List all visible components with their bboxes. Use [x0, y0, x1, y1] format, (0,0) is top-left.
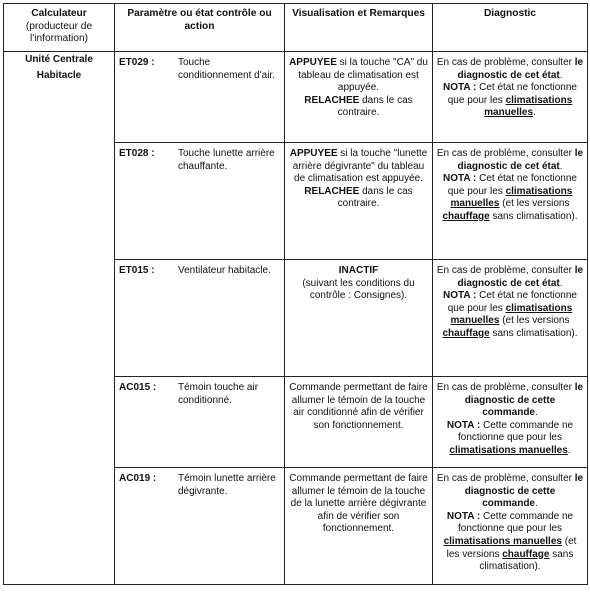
param-code: ET028 : [119, 148, 155, 159]
diag-underlined: climatisations manuelles [450, 185, 573, 210]
diag-text: sans climatisation). [489, 210, 578, 222]
nota-label: NOTA : [443, 82, 477, 94]
diag-text: En cas de problème, consulter [436, 148, 575, 159]
visualisation-cell [285, 377, 433, 468]
diag-link-text: le diagnostic de cet état [457, 265, 584, 289]
diag-underlined: chauffage [502, 548, 550, 560]
header-visualisation: Visualisation et Remarques [285, 4, 433, 52]
diag-text: . [559, 69, 563, 81]
vis-text: (suivant les conditions du contrôle : Consignes). [302, 277, 415, 302]
diag-text: . [535, 498, 538, 510]
diag-text: . [533, 107, 536, 119]
diagnostic-table [3, 3, 588, 585]
vis-text: dans le cas contraire. [337, 185, 413, 210]
diag-link-text: le diagnostic de cette commande [464, 473, 584, 510]
diag-text: sans climatisation). [489, 327, 578, 339]
diag-underlined: climatisations manuelles [484, 94, 573, 119]
diag-text: . [535, 407, 538, 419]
diag-underlined: chauffage [442, 210, 490, 222]
nota-label: NOTA : [446, 510, 481, 522]
header-calc-title: Calculateur [31, 8, 87, 19]
diag-link-text: le diagnostic de cette commande [464, 382, 584, 419]
nota-label: NOTA : [443, 173, 477, 185]
param-code: ET029 : [119, 57, 155, 68]
diag-underlined: climatisations manuelles [449, 444, 568, 456]
state-word: RELACHEE [304, 94, 360, 106]
param-desc: Témoin lunette arrière dégivrante. [178, 473, 276, 497]
param-desc: Touche lunette arrière chauffante. [178, 148, 275, 172]
param-desc: Ventilateur habitacle. [178, 265, 271, 276]
param-cell [115, 260, 285, 377]
calculator-cell [4, 52, 115, 585]
diag-text: . [567, 444, 571, 456]
state-word: INACTIF [338, 265, 379, 276]
diag-text: Cet état ne fonctionne que pour les [447, 290, 577, 314]
param-cell [115, 52, 285, 143]
diagnostic-cell [433, 143, 588, 260]
visualisation-cell [285, 52, 433, 143]
vis-text: Commande permettant de faire allumer le témoin de la touche de la lunette arrière dégivrante afin de vérifier son fonctionnement. [289, 473, 428, 535]
diag-text: (et les versions [499, 315, 570, 327]
vis-text: si la touche "CA" du tableau de climatisation est appuyée. [298, 57, 428, 94]
state-word: RELACHEE [304, 185, 360, 197]
vis-text: Commande permettant de faire allumer le témoin de la touche air conditionné afin de vérifier son fonctionnement. [289, 382, 428, 431]
param-cell [115, 143, 285, 260]
diag-text: . [559, 277, 563, 289]
vis-text: dans le cas contraire. [337, 94, 413, 119]
diag-text: En cas de problème, consulter [436, 473, 575, 484]
diag-link-text: le diagnostic de cet état [457, 148, 584, 172]
param-code: ET015 : [119, 265, 155, 276]
visualisation-cell [285, 143, 433, 260]
header-parametre: Paramètre ou état contrôle ou action [115, 4, 285, 52]
param-cell [115, 377, 285, 468]
diag-text: sans climatisation). [479, 548, 574, 573]
header-row [4, 4, 588, 52]
state-word: APPUYEE [289, 57, 337, 68]
header-calc-subtitle: (producteur de l'information) [25, 20, 93, 45]
visualisation-cell [285, 260, 433, 377]
param-cell [115, 468, 285, 585]
vis-text: si la touche "lunette arrière dégivrante" du tableau de climatisation est appuyée. [292, 148, 428, 185]
diag-link-text: le diagnostic de cet état [457, 57, 584, 81]
diag-text: (et les versions [499, 198, 570, 210]
diag-text: Cette commande ne fonctionne que pour les [458, 510, 574, 535]
param-code: AC015 : [119, 382, 157, 393]
diag-underlined: chauffage [442, 327, 490, 339]
header-diagnostic: Diagnostic [433, 4, 588, 52]
diag-text: Cet état ne fonctionne que pour les [447, 173, 577, 197]
table-row [4, 52, 588, 143]
diag-text: (et les versions [446, 535, 577, 560]
diag-text: . [559, 160, 563, 172]
diag-text: Cette commande ne fonctionne que pour les [458, 419, 574, 444]
diagnostic-cell [433, 468, 588, 585]
diag-text: En cas de problème, consulter [436, 57, 575, 68]
calculator-name: Unité Centrale Habitacle [25, 54, 93, 81]
nota-label: NOTA : [446, 419, 481, 431]
state-word: APPUYEE [289, 148, 338, 159]
diag-underlined: climatisations manuelles [443, 535, 562, 547]
param-code: AC019 : [119, 473, 157, 484]
diag-text: Cet état ne fonctionne que pour les [447, 82, 577, 106]
diagnostic-cell [433, 260, 588, 377]
diag-text: En cas de problème, consulter [436, 265, 575, 276]
nota-label: NOTA : [443, 290, 477, 302]
diag-underlined: climatisations manuelles [450, 302, 573, 327]
diag-text: En cas de problème, consulter [436, 382, 575, 393]
header-calculateur [4, 4, 115, 52]
diagnostic-cell [433, 377, 588, 468]
visualisation-cell [285, 468, 433, 585]
param-desc: Témoin touche air conditionné. [178, 382, 259, 406]
diagnostic-cell [433, 52, 588, 143]
param-desc: Touche conditionnement d'air. [178, 57, 275, 81]
